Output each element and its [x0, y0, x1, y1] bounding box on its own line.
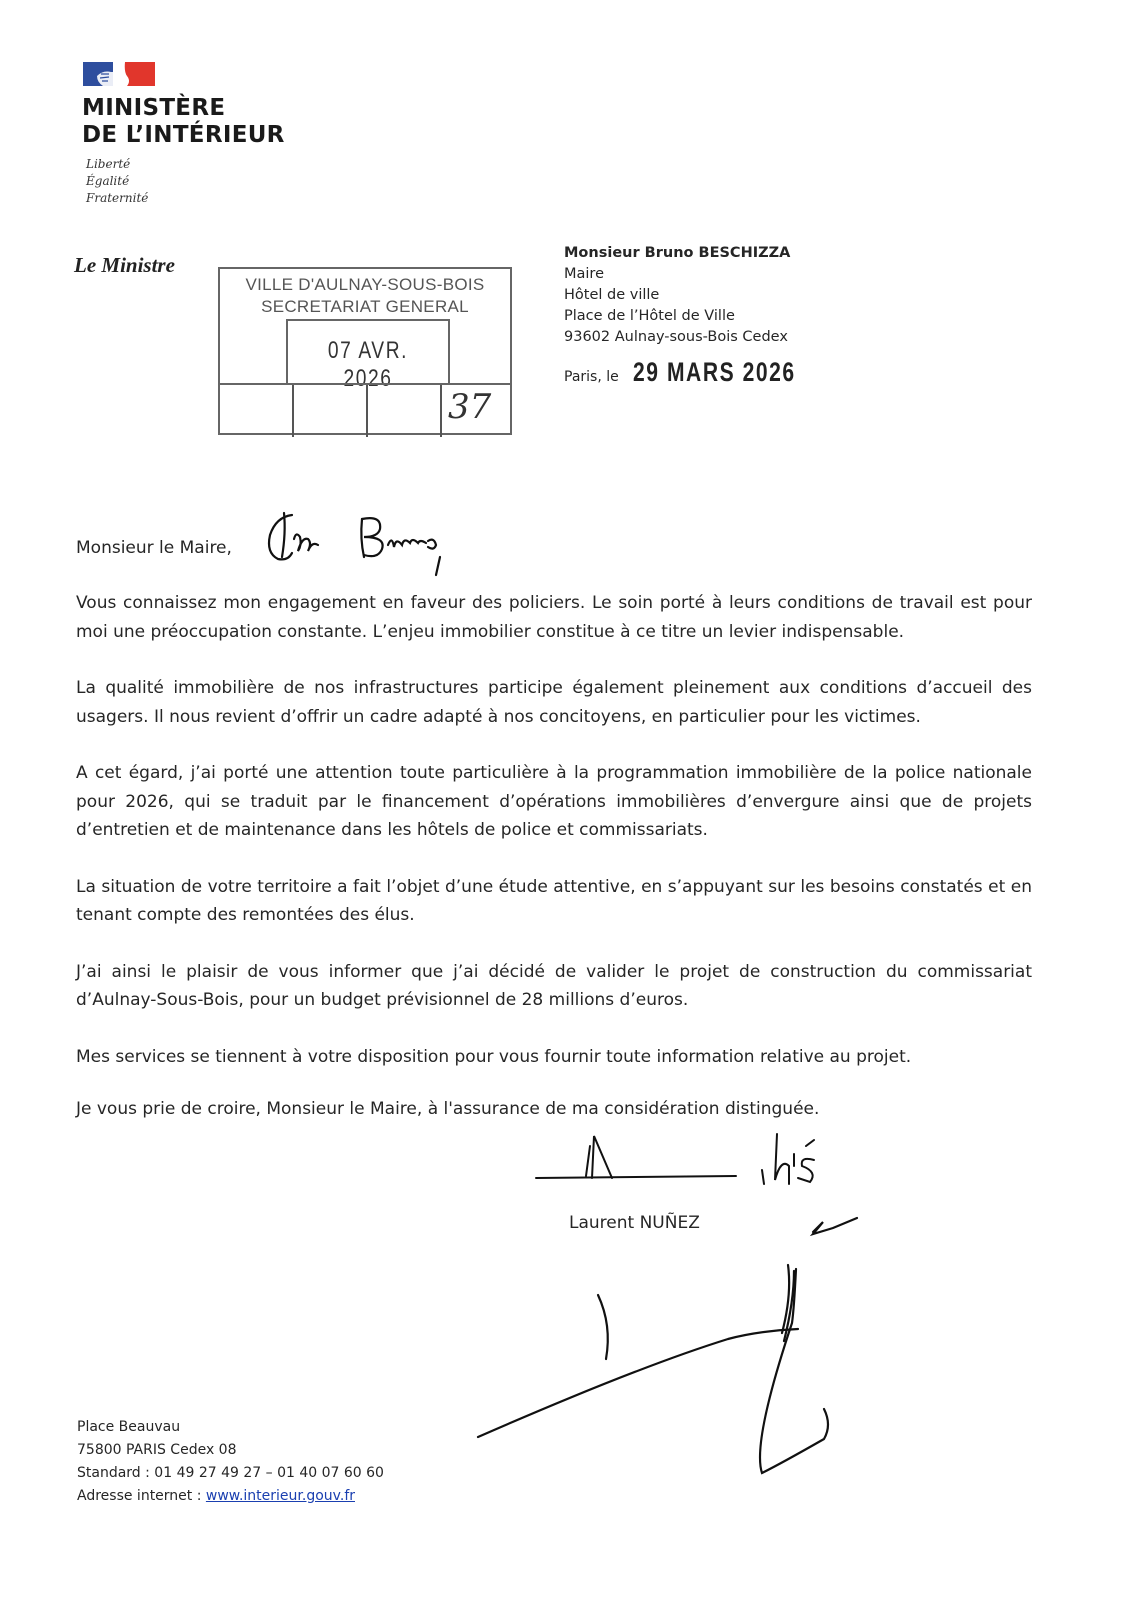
handwritten-greeting [262, 503, 452, 583]
paragraph: Vous connaissez mon engagement en faveur des policiers. Le soin porté à leurs conditions de travail est pour moi une préoccupation constante. L’enjeu immobilier constitue à ce titre un levier indispensable. [76, 593, 1032, 642]
stamp-registration-number: 37 [448, 387, 492, 427]
signature [470, 1255, 860, 1475]
stamp-cell-divider [366, 385, 368, 437]
paragraph: La qualité immobilière de nos infrastructures participe également pleinement aux conditions d’accueil des usagers. Il nous revient d’offrir un cadre adapté à nos concitoyens, en particulier pour les victimes. [76, 678, 1032, 727]
sender-title: Le Ministre [74, 253, 175, 277]
letter-body [76, 589, 1032, 1152]
ministry-contact [77, 1416, 384, 1508]
paragraph: Mes services se tiennent à votre disposition pour vous fournir toute information relative au projet. [76, 1046, 912, 1067]
dateline-place: Paris, le [564, 369, 619, 385]
footer-address-line: Place Beauvau [77, 1419, 181, 1435]
paragraph: J’ai ainsi le plaisir de vous informer que j’ai décidé de valider le projet de construction du commissariat d’Aulnay-Sous-Bois, pour un budget prévisionnel de 28 millions d’euros. [76, 961, 1032, 1010]
signature-initial [805, 1210, 865, 1238]
footer-website: Adresse internet : www.interieur.gouv.fr [77, 1488, 355, 1504]
marianne-logo-icon [83, 62, 155, 86]
stamp-date-box [286, 319, 450, 392]
website-link[interactable]: www.interieur.gouv.fr [205, 1488, 355, 1504]
closing-formula: Je vous prie de croire, Monsieur le Maire, à l'assurance de ma considération distinguée. [76, 1099, 820, 1119]
handwritten-closing [530, 1128, 820, 1188]
stamp-department: SECRETARIAT GENERAL [261, 297, 469, 316]
dateline-date: 29 MARS 2026 [632, 357, 796, 387]
stamp-cell-divider [440, 385, 442, 437]
stamp-city: VILLE D'AULNAY-SOUS-BOIS [245, 275, 485, 294]
republic-motto: Liberté Égalité Fraternité [86, 157, 149, 205]
stamp-cell-divider [292, 385, 294, 437]
salutation: Monsieur le Maire, [76, 538, 232, 558]
stamp-date: 07 AVR. 2026 [327, 337, 409, 392]
recipient-address: Monsieur Bruno BESCHIZZA Maire Hôtel de ville Place de l’Hôtel de Ville 93602 Aulnay-sous-Bois Cedex [564, 245, 791, 345]
ministry-name: MINISTÈRE DE L’INTÉRIEUR [82, 95, 285, 148]
paragraph: La situation de votre territoire a fait l’objet d’une étude attentive, en s’appuyant sur les besoins constatés et en tenant compte des remontées des élus. [76, 876, 1032, 925]
footer-phone: Standard : 01 49 27 49 27 – 01 40 07 60 60 [77, 1465, 384, 1481]
reception-stamp [218, 267, 512, 435]
paragraph: A cet égard, j’ai porté une attention toute particulière à la programmation immobilière de la police nationale pour 2026, qui se traduit par le financement d’opérations immobilières d’envergure ainsi que de projets d’entretien et de maintenance dans les hôtels de police et commissariats. [76, 763, 1032, 840]
recipient-name: Monsieur Bruno BESCHIZZA [564, 245, 791, 261]
footer-address-line: 75800 PARIS Cedex 08 [77, 1442, 237, 1458]
dateline [564, 357, 841, 388]
signer-name: Laurent NUÑEZ [569, 1213, 700, 1233]
